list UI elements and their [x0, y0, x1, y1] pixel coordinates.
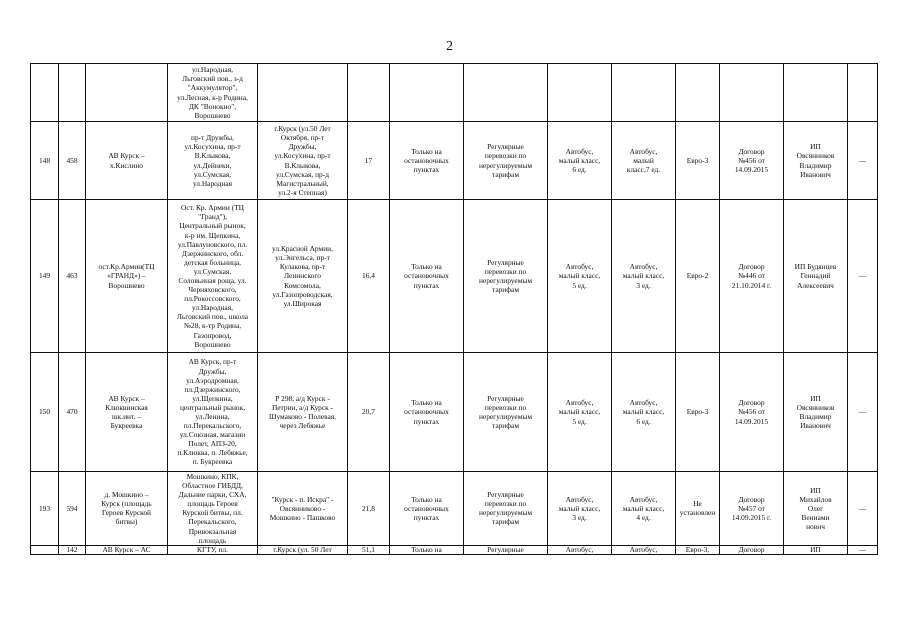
cell-line: Дружбы,: [198, 366, 227, 376]
cell-line: Ленинского: [284, 271, 321, 281]
contract-cell: Договор: [720, 545, 784, 554]
length-cell: 51,1: [348, 545, 390, 554]
cell-line: Курской битвы, пл.: [182, 508, 243, 518]
eco-class-cell: Евро-3,: [676, 545, 720, 554]
stops-cell: [168, 200, 258, 353]
cell-line: г.Курск (ул. 50 Лет: [273, 545, 332, 554]
max-vehicles-cell: Автобус,: [612, 545, 676, 554]
stop-order-cell: Только на остановочных пунктах: [390, 200, 464, 353]
route-name-cell: АВ Курск – АС: [86, 545, 168, 554]
table-row: [31, 353, 878, 472]
cell-line: пл.Дзержинского,: [184, 384, 241, 394]
cell-line: ул.Широкая: [283, 298, 322, 308]
stop-order-cell: Только на остановочных пунктах: [390, 353, 464, 472]
cell-line: ул.Союзная, магазин: [179, 430, 246, 440]
transport-type-cell: Регулярные перевозки по нерегулируемым тарифам: [464, 353, 548, 472]
stops-cell: [168, 64, 258, 122]
cell-line: Мошкино, КПК,: [186, 472, 239, 481]
cell-line: ул.Ленина,: [195, 412, 230, 421]
cell-line: ул.Павлуновского, пл.: [177, 239, 248, 249]
cell-line: детская больница,: [183, 257, 242, 267]
cell-line: ул.Энгельса, пр-т: [275, 253, 330, 263]
stop-order-cell: [390, 64, 464, 122]
carrier-cell: ИП Овсянников Владимир Иванович: [784, 122, 848, 200]
vehicle-class-cell: Автобус, малый класс, 3 ед.: [548, 472, 612, 546]
contract-cell: Договор №446 от 21.10.2014 г.: [720, 200, 784, 353]
vehicle-class-cell: Автобус, малый класс, 5 ед.: [548, 353, 612, 472]
extra-cell: —: [848, 122, 878, 200]
stops-cell: [168, 122, 258, 200]
extra-cell: —: [848, 200, 878, 353]
eco-class-cell: Евро-3: [676, 122, 720, 200]
length-cell: 17: [348, 122, 390, 200]
length-cell: 16,4: [348, 200, 390, 353]
route-name-cell: [86, 64, 168, 122]
extra-cell: —: [848, 353, 878, 472]
stop-order-cell: Только на: [390, 545, 464, 554]
max-vehicles-cell: Автобус, малый класс, 4 ед.: [612, 472, 676, 546]
registry-number-cell: 463: [59, 200, 86, 353]
length-cell: 20,7: [348, 353, 390, 472]
cell-line: Р 298, а/д Курск -: [275, 393, 330, 403]
cell-line: "Гранд"),: [198, 212, 227, 222]
cell-line: Центральный рынок,: [179, 221, 246, 231]
transport-type-cell: Регулярные перевозки по нерегулируемым тарифам: [464, 472, 548, 546]
carrier-cell: [784, 64, 848, 122]
cell-line: Октября, пр-т: [280, 133, 325, 143]
cell-line: ул.Сумская,: [193, 169, 232, 179]
cell-line: пл.Перекальского,: [183, 421, 242, 431]
extra-cell: —: [848, 472, 878, 546]
cell-line: №28, к-тр Родина,: [183, 321, 242, 331]
cell-line: КГТУ, пл.: [197, 545, 228, 554]
cell-line: Газопровод,: [193, 330, 232, 340]
route-number-cell: 150: [31, 353, 59, 472]
cell-line: площадь: [198, 535, 227, 545]
registry-number-cell: 458: [59, 122, 86, 200]
cell-line: ул.Лесная, к-р Родина,: [177, 92, 248, 102]
cell-line: ул.Аэродромная,: [186, 375, 239, 385]
cell-line: ул.Красной Армии,: [272, 244, 333, 254]
cell-line: Петрин, а/д Курск -: [271, 402, 334, 412]
stops-cell: [168, 472, 258, 546]
cell-line: ул.Косухина, пр-т: [274, 151, 331, 161]
route-name-cell: д. Мошкино – Курск (площадь Героев Курской битвы): [86, 472, 168, 546]
carrier-cell: ИП Будянцев Геннадий Алексеевич: [784, 200, 848, 353]
cell-line: ул.Народная: [192, 178, 233, 188]
cell-line: Дзержинского, обл.: [181, 248, 244, 258]
vehicle-class-cell: Автобус,: [548, 545, 612, 554]
eco-class-cell: Не установлен: [676, 472, 720, 546]
carrier-cell: ИП Михайлов Олег Вениами нович: [784, 472, 848, 546]
streets-cell: [258, 64, 348, 122]
transport-type-cell: [464, 64, 548, 122]
cell-line: Льговский пов., з-д: [182, 74, 243, 84]
length-cell: 21,8: [348, 472, 390, 546]
vehicle-class-cell: Автобус, малый класс, 5 ед.: [548, 200, 612, 353]
cell-line: п. Букреевка: [192, 457, 233, 467]
cell-line: Овсянниково -: [279, 503, 326, 513]
cell-line: ул.Сумская, пр-д: [276, 169, 329, 179]
cell-line: Комсомола,: [284, 280, 321, 290]
cell-line: "Курск - п. Искра" -: [271, 494, 334, 504]
page-number: 2: [446, 39, 453, 54]
cell-line: п.Клюква, п. Лебяжье,: [177, 448, 248, 458]
cell-line: Кулакова, пр-т: [279, 262, 326, 272]
stops-cell: [168, 545, 258, 554]
contract-cell: Договор №457 от 14.09.2015 г.: [720, 472, 784, 546]
stop-order-cell: Только на остановочных пунктах: [390, 122, 464, 200]
transport-type-cell: Регулярные: [464, 545, 548, 554]
route-number-cell: 193: [31, 472, 59, 546]
cell-line: Полет, АПЗ-20,: [188, 439, 237, 449]
cell-line: ул.Народная,: [192, 303, 233, 313]
carrier-cell: ИП: [784, 545, 848, 554]
contract-cell: [720, 64, 784, 122]
max-vehicles-cell: Автобус, малый класс, 3 ед.: [612, 200, 676, 353]
cell-line: Мошкино - Пашково: [269, 512, 336, 522]
cell-line: Соловьиная роща, ул.: [178, 276, 247, 285]
streets-cell: [258, 472, 348, 546]
cell-line: центральный рынок,: [179, 402, 246, 412]
length-cell: [348, 64, 390, 122]
registry-number-cell: 142: [59, 545, 86, 554]
table-row: [31, 472, 878, 546]
cell-line: Ворошнево: [194, 110, 231, 120]
cell-line: В.Клыкова,: [194, 151, 231, 161]
cell-line: Черняховского,: [188, 285, 237, 295]
vehicle-class-cell: [548, 64, 612, 122]
max-vehicles-cell: Автобус, малый класс,7 ед.: [612, 122, 676, 200]
cell-line: к-р им. Щепкина,: [184, 230, 241, 240]
stops-cell: [168, 353, 258, 472]
transport-type-cell: Регулярные перевозки по нерегулируемым тарифам: [464, 200, 548, 353]
registry-number-cell: 594: [59, 472, 86, 546]
cell-line: ул.Газопроводская,: [272, 289, 333, 299]
cell-line: Дружбы,: [288, 142, 317, 152]
cell-line: В.Клыкова,: [284, 160, 321, 170]
vehicle-class-cell: Автобус, малый класс, 6 ед.: [548, 122, 612, 200]
registry-number-cell: [59, 64, 86, 122]
cell-line: Областное ГИБДД,: [182, 481, 243, 491]
route-number-cell: 148: [31, 122, 59, 200]
streets-cell: [258, 122, 348, 200]
streets-cell: [258, 353, 348, 472]
route-name-cell: ост.Кр.Армии(ТЦ «ГРАНД») – Ворошнево: [86, 200, 168, 353]
cell-line: г.Курск (ул.50 Лет: [274, 124, 331, 134]
cell-line: ул.Щепкина,: [192, 393, 233, 403]
cell-line: пл.Рокоссовского,: [184, 294, 241, 304]
route-name-cell: АВ Курск – Клюквинская шк.инт. – Букреевка: [86, 353, 168, 472]
cell-line: Ост. Кр. Армии (ТЦ: [181, 203, 244, 213]
route-number-cell: [31, 64, 59, 122]
route-number-cell: [31, 545, 59, 554]
cell-line: ул.Косухина, пр-т: [184, 142, 241, 152]
table-row: [31, 200, 878, 353]
cell-line: Шумаково - Полевая,: [269, 412, 336, 421]
cell-line: площадь Героев: [187, 499, 238, 509]
cell-line: ул.Сумская,: [193, 266, 232, 276]
streets-cell: [258, 545, 348, 554]
table-row: [31, 545, 878, 554]
max-vehicles-cell: [612, 64, 676, 122]
cell-line: через Лебяжье: [279, 421, 326, 431]
cell-line: пр-т Дружбы,: [190, 133, 234, 143]
cell-line: "Аккумулятор",: [187, 83, 238, 93]
max-vehicles-cell: Автобус, малый класс, 6 ед.: [612, 353, 676, 472]
cell-line: ул.Дейнеки,: [193, 160, 232, 170]
route-number-cell: 149: [31, 200, 59, 353]
cell-line: ДК "Вонокно",: [188, 101, 237, 111]
eco-class-cell: Евро-2: [676, 200, 720, 353]
eco-class-cell: [676, 64, 720, 122]
cell-line: Льговский пов., школа: [176, 312, 249, 322]
routes-table: [30, 63, 878, 555]
extra-cell: [848, 64, 878, 122]
route-name-cell: АВ Курск – х.Кислино: [86, 122, 168, 200]
table-row: [31, 64, 878, 122]
stop-order-cell: Только на остановочных пунктах: [390, 472, 464, 546]
table-row: [31, 122, 878, 200]
cell-line: Дальние парки, СХА,: [178, 490, 247, 500]
registry-number-cell: 470: [59, 353, 86, 472]
cell-line: Перекальского,: [188, 517, 237, 527]
contract-cell: Договор №456 от 14.09.2015: [720, 353, 784, 472]
contract-cell: Договор №456 от 14.09.2015: [720, 122, 784, 200]
cell-line: Привокзальная: [188, 526, 237, 536]
streets-cell: [258, 200, 348, 353]
cell-line: ул.2-я Степная): [278, 187, 327, 197]
cell-line: АВ Курск, пр-т: [188, 357, 237, 367]
cell-line: Ворошнево: [194, 339, 231, 349]
eco-class-cell: Евро-3: [676, 353, 720, 472]
transport-type-cell: Регулярные перевозки по нерегулируемым тарифам: [464, 122, 548, 200]
cell-line: Магистральный,: [276, 178, 329, 188]
cell-line: ул.Народная,: [192, 65, 233, 75]
extra-cell: —: [848, 545, 878, 554]
carrier-cell: ИП Овсянников Владимир Иванович: [784, 353, 848, 472]
